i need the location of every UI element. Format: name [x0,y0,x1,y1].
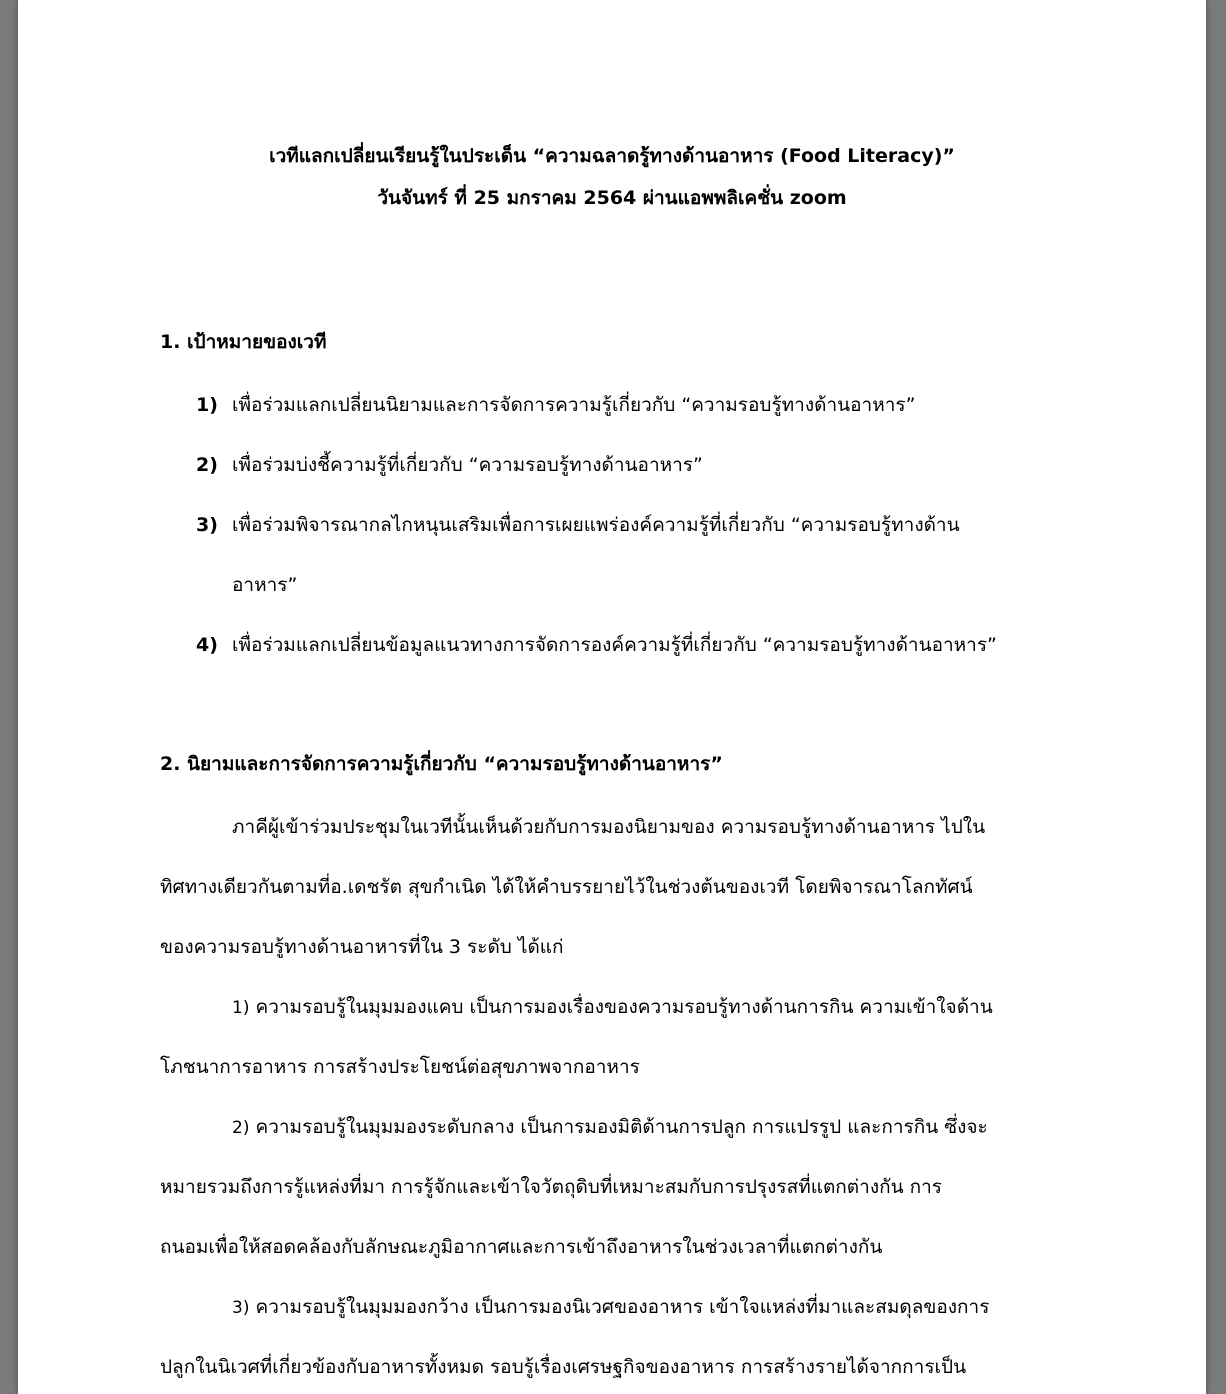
goal-number: 2) [196,454,218,476]
point-continuation: ปลูกในนิเวศที่เกี่ยวข้องกับอาหารทั้งหมด รอบรู้เรื่องเศรษฐกิจของอาหาร การสร้างรายได้จากการเป็น [160,1356,967,1378]
paragraph-line: ทิศทางเดียวกันตามที่อ.เดชรัต สุขกำเนิด ได้ให้คำบรรยายไว้ในช่วงต้นของเวที โดยพิจารณาโลกทัศน์ [160,876,973,898]
goal-item [196,390,915,420]
point-text: ความรอบรู้ในมุมมองแคบ เป็นการมองเรื่องของความรอบรู้ทางด้านการกิน ความเข้าใจด้าน [249,996,993,1018]
point-line [232,1112,988,1142]
paragraph-line: ของความรอบรู้ทางด้านอาหารที่ใน 3 ระดับ ได้แก่ [160,936,564,958]
point-text: ความรอบรู้ในมุมมองกว้าง เป็นการมองนิเวศของอาหาร เข้าใจแหล่งที่มาและสมดุลของการ [249,1296,990,1318]
goal-item [196,450,703,480]
point-number: 1) [232,998,250,1018]
point-line [232,1292,989,1322]
paragraph-line: ภาคีผู้เข้าร่วมประชุมในเวทีนั้นเห็นด้วยกับการมองนิยามของ ความรอบรู้ทางด้านอาหาร ไปใน [232,816,986,838]
page-title [18,135,1206,219]
goal-text: เพื่อร่วมบ่งชี้ความรู้ที่เกี่ยวกับ “ความรอบรู้ทางด้านอาหาร” [232,454,703,476]
point-number: 3) [232,1298,250,1318]
goal-text: เพื่อร่วมแลกเปลี่ยนนิยามและการจัดการความรู้เกี่ยวกับ “ความรอบรู้ทางด้านอาหาร” [232,394,916,416]
point-continuation: ถนอมเพื่อให้สอดคล้องกับลักษณะภูมิอากาศและการเข้าถึงอาหารในช่วงเวลาที่แตกต่างกัน [160,1236,883,1258]
goal-text: เพื่อร่วมพิจารณากลไกหนุนเสริมเพื่อการเผยแพร่องค์ความรู้ที่เกี่ยวกับ “ความรอบรู้ทางด้าน [232,514,960,536]
section-2-heading: 2. นิยามและการจัดการความรู้เกี่ยวกับ “ความรอบรู้ทางด้านอาหาร” [160,753,723,775]
goal-item [196,510,960,540]
point-line [232,992,993,1022]
title-line-1: เวทีแลกเปลี่ยนเรียนรู้ในประเด็น “ความฉลาดรู้ทางด้านอาหาร (Food Literacy)” [269,145,955,167]
goal-number: 3) [196,514,218,536]
point-continuation: โภชนาการอาหาร การสร้างประโยชน์ต่อสุขภาพจากอาหาร [160,1056,640,1078]
title-line-2: วันจันทร์ ที่ 25 มกราคม 2564 ผ่านแอพพลิเคชั่น zoom [377,187,847,209]
section-1-heading: 1. เป้าหมายของเวที [160,331,327,353]
point-number: 2) [232,1118,250,1138]
goal-number: 1) [196,394,218,416]
goal-number: 4) [196,634,218,656]
goal-text-continuation: อาหาร” [232,574,298,596]
point-text: ความรอบรู้ในมุมมองระดับกลาง เป็นการมองมิติด้านการปลูก การแปรรูป และการกิน ซึ่งจะ [249,1116,988,1138]
point-continuation: หมายรวมถึงการรู้แหล่งที่มา การรู้จักและเข้าใจวัตถุดิบที่เหมาะสมกับการปรุงรสที่แตกต่างกัน การ [160,1176,943,1198]
document-page [18,0,1206,1394]
goal-item [196,630,997,660]
goal-text: เพื่อร่วมแลกเปลี่ยนข้อมูลแนวทางการจัดการองค์ความรู้ที่เกี่ยวกับ “ความรอบรู้ทางด้านอาหาร” [232,634,997,656]
